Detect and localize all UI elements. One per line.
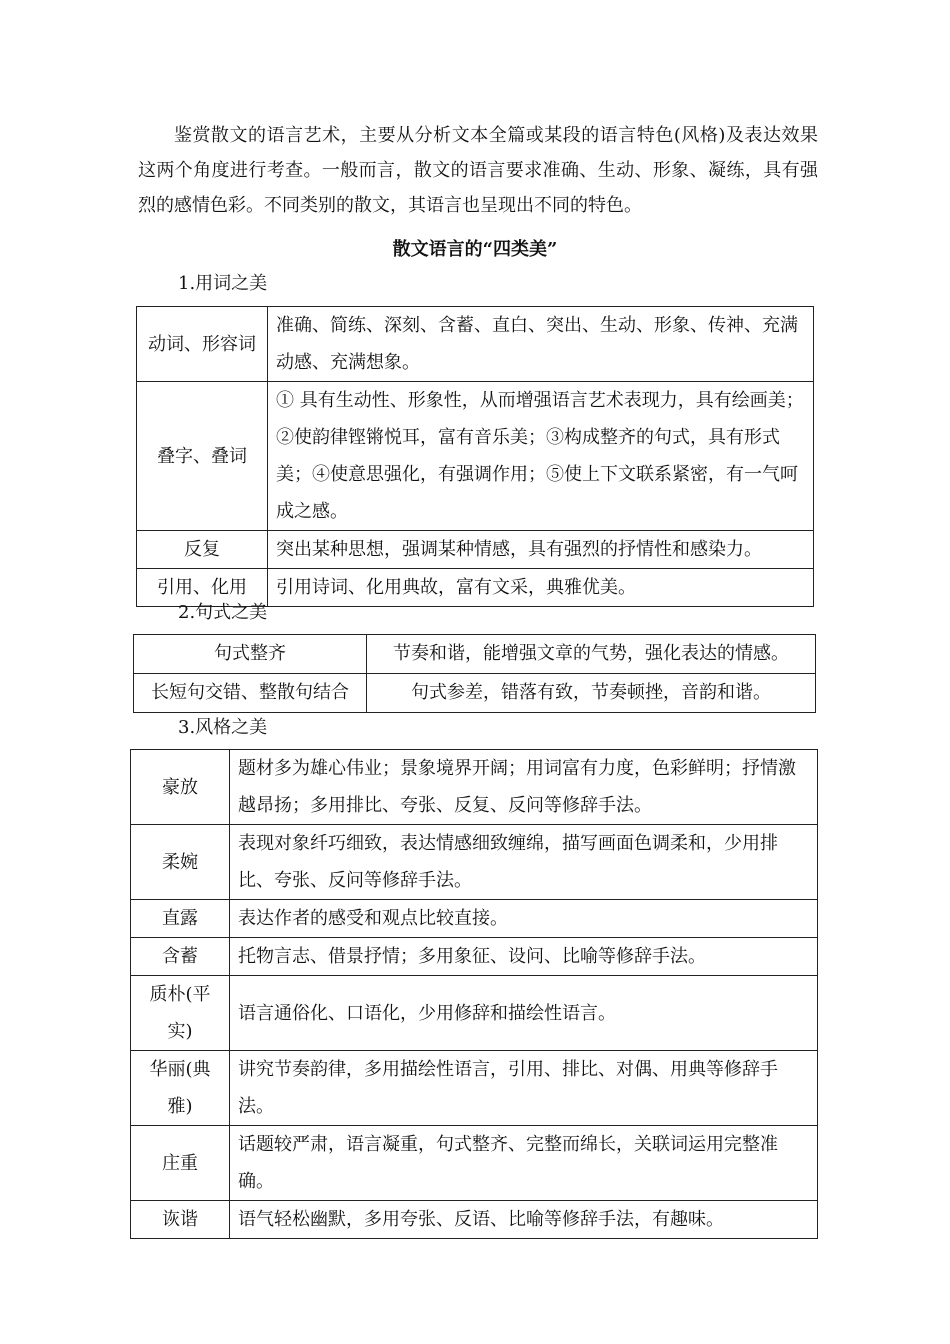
table-row (137, 382, 814, 531)
table-row (131, 750, 818, 825)
row-label: 直露 (131, 900, 230, 938)
table-row (137, 307, 814, 382)
style-beauty-table (130, 749, 818, 1239)
row-description: 语言通俗化、口语化，少用修辞和描绘性语言。 (230, 976, 818, 1051)
row-description: 讲究节奏韵律，多用描绘性语言，引用、排比、对偶、用典等修辞手法。 (230, 1051, 818, 1126)
row-description: 表现对象纤巧细致，表达情感细致缠绵，描写画面色调柔和，少用排比、夸张、反问等修辞手法。 (230, 825, 818, 900)
row-label: 长短句交错、整散句结合 (134, 674, 367, 713)
row-label: 叠字、叠词 (137, 382, 268, 531)
row-label: 诙谐 (131, 1201, 230, 1239)
row-label: 质朴(平实) (131, 976, 230, 1051)
row-description: 突出某种思想，强调某种情感，具有强烈的抒情性和感染力。 (268, 531, 814, 569)
subsection-title-style-beauty: 3.风格之美 (178, 717, 268, 738)
row-description: 语气轻松幽默，多用夸张、反语、比喻等修辞手法，有趣味。 (230, 1201, 818, 1239)
subsection-title-word-beauty: 1.用词之美 (178, 273, 268, 294)
subsection-title-sentence-beauty: 2.句式之美 (178, 602, 268, 623)
row-description: 话题较严肃，语言凝重，句式整齐、完整而绵长，关联词运用完整准确。 (230, 1126, 818, 1201)
row-description: 题材多为雄心伟业；景象境界开阔；用词富有力度，色彩鲜明；抒情激越昂扬；多用排比、夸张、反复、反问等修辞手法。 (230, 750, 818, 825)
row-description: 表达作者的感受和观点比较直接。 (230, 900, 818, 938)
row-label: 反复 (137, 531, 268, 569)
table-row (131, 938, 818, 976)
intro-paragraph: 鉴赏散文的语言艺术，主要从分析文本全篇或某段的语言特色(风格)及表达效果这两个角度进行考查。一般而言，散文的语言要求准确、生动、形象、凝练，具有强烈的感情色彩。不同类别的散文，其语言也呈现出不同的特色。 (138, 125, 818, 216)
row-label: 动词、形容词 (137, 307, 268, 382)
word-beauty-table (136, 306, 814, 607)
row-description: 句式参差，错落有致，节奏顿挫，音韵和谐。 (367, 674, 816, 713)
row-label: 豪放 (131, 750, 230, 825)
row-label: 含蓄 (131, 938, 230, 976)
row-label: 庄重 (131, 1126, 230, 1201)
table-row (131, 825, 818, 900)
row-label: 句式整齐 (134, 635, 367, 674)
table-row (134, 674, 816, 713)
row-label: 华丽(典雅) (131, 1051, 230, 1126)
table-row (131, 1126, 818, 1201)
row-label: 柔婉 (131, 825, 230, 900)
row-description: 引用诗词、化用典故，富有文采，典雅优美。 (268, 569, 814, 607)
section-heading: 散文语言的“四类美” (392, 239, 558, 260)
row-label: 引用、化用 (137, 569, 268, 607)
table-row (131, 900, 818, 938)
table-row (131, 976, 818, 1051)
row-description: 托物言志、借景抒情；多用象征、设问、比喻等修辞手法。 (230, 938, 818, 976)
table-row (134, 635, 816, 674)
row-description: ① 具有生动性、形象性，从而增强语言艺术表现力，具有绘画美；②使韵律铿锵悦耳，富有音乐美；③构成整齐的句式，具有形式美；④使意思强化，有强调作用；⑤使上下文联系紧密，有一气呵成之感。 (268, 382, 814, 531)
table-row (137, 531, 814, 569)
table-row (131, 1201, 818, 1239)
table-row (131, 1051, 818, 1126)
row-description: 准确、简练、深刻、含蓄、直白、突出、生动、形象、传神、充满动感、充满想象。 (268, 307, 814, 382)
row-description: 节奏和谐，能增强文章的气势，强化表达的情感。 (367, 635, 816, 674)
sentence-beauty-table (133, 634, 816, 713)
